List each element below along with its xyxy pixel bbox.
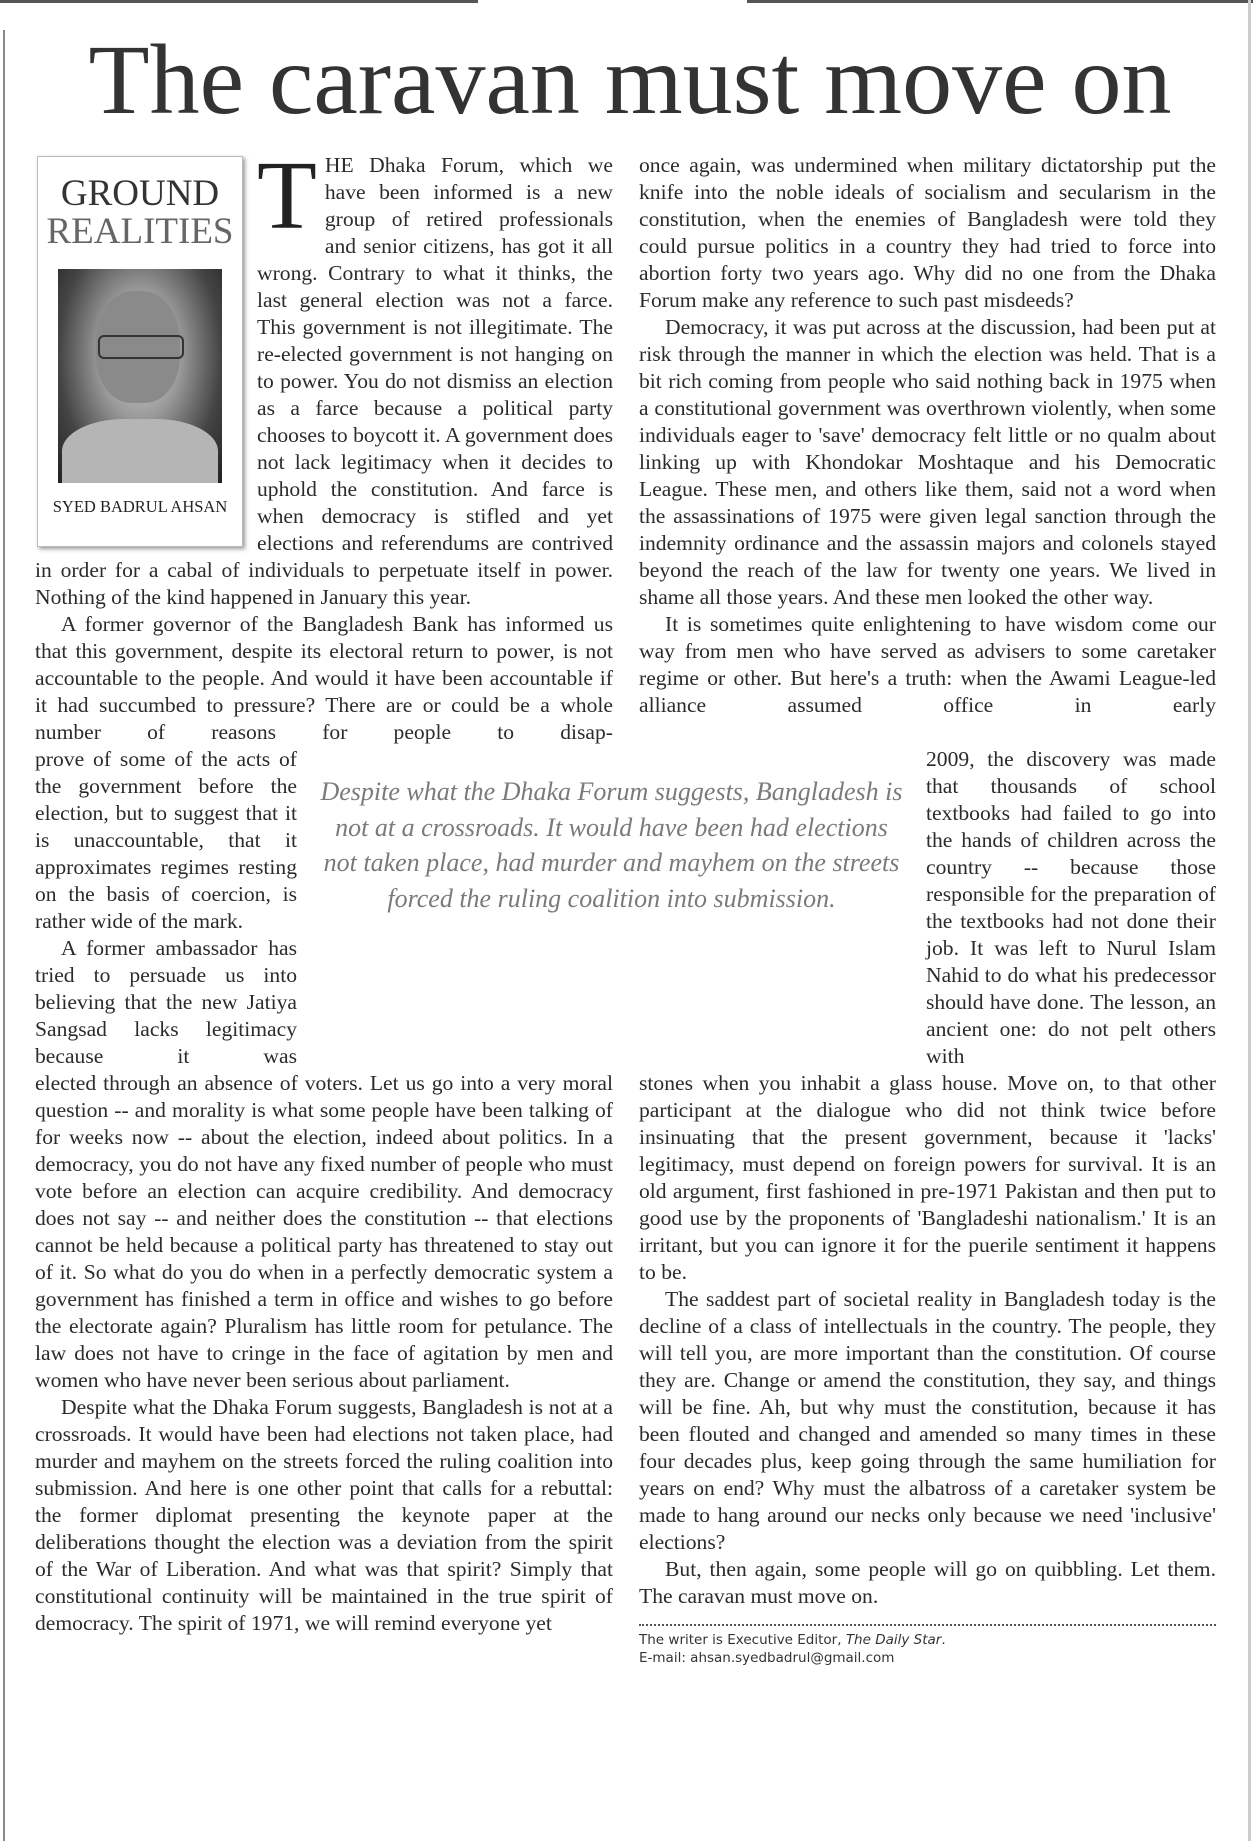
left-column-bottom [35, 1070, 613, 1637]
top-rule-left [0, 0, 478, 3]
right-column-bottom [639, 1070, 1216, 1667]
author-email: E-mail: ahsan.syedbadrul@gmail.com [639, 1650, 895, 1666]
top-rule-right [747, 0, 1253, 3]
writer-credit-end: . [941, 1632, 946, 1648]
paragraph-continued: stones when you inhabit a glass house. Move on, to that other participant at the dialogue who did not think twice before insinuating that the present government, because it 'lacks' legitimacy, must depend on foreign powers for survival. It is an old argument, first fashioned in pre-1971 Pakistan and then put to good use by the proponents of 'Bangladeshi nationalism.' It is an irritant, but you can ignore it for the puerile sentiment it happens to be. [639, 1071, 1216, 1284]
writer-credit-text: The writer is Executive Editor, [639, 1632, 846, 1648]
right-column-narrow [926, 746, 1216, 1070]
article-body [35, 142, 1216, 1697]
paragraph: But, then again, some people will go on quibbling. Let them. The caravan must move on. [639, 1557, 1216, 1608]
publication-name: The Daily Star [845, 1632, 942, 1648]
writer-credit [639, 1631, 1216, 1649]
paragraph-wrap: prove of some of the acts of the government before the election, but to suggest that it is unaccountable, that it approximates regimes resting on the basis of coercion, is rather wide of the mark. [35, 747, 297, 933]
paragraph-continued: once again, was undermined when military dictatorship put the knife into the noble ideals of socialism and secularism in the constitution, when the enemies of Bangladesh were told they could pursue politics in a country they had tried to force into abortion forty two years ago. Why did no one from the Dhaka Forum make any reference to such past misdeeds? [639, 153, 1216, 312]
pull-quote: Despite what the Dhaka Forum suggests, Bangladesh is not at a crossroads. It would have been had elections not taken place, had murder and mayhem on the streets forced the ruling coalition into submission. [320, 777, 903, 913]
paragraph-continued: elected through an absence of voters. Let us go into a very moral question -- and morality is what some people have been talking of for weeks now -- about the election, indeed about politics. In a democracy, you do not have any fixed number of people who must vote before an election can acquire credibility. And democracy does not say -- and neither does the constitution -- that elections cannot be held because a political party has threatened to stay out of it. So what do you do when in a perfectly democratic system a government has finished a term in office and wishes to go before the electorate again? Pluralism has little room for petulance. The law does not have to cringe in the face of agitation by men and women who have never been serious about parliament. [35, 1071, 613, 1392]
paragraph: Democracy, it was put across at the discussion, had been put at risk through the manner in which the election was held. That is a bit rich coming from people who said nothing back in 1975 when a constitutional government was overthrown violently, when some individuals eager to 'save' democracy felt little or no qualm about linking up with Khondokar Moshtaque and his Democratic League. These men, and others like them, said not a word when the assassinations of 1975 were given legal sanction through the indemnity ordinance and the assassin majors and colonels stayed beyond the reach of the law for twenty one years. We lived in shame all those years. And these men looked the other way. [639, 315, 1216, 609]
paragraph: The saddest part of societal reality in Bangladesh today is the decline of a class of intellectuals in the country. The people, they will tell you, are more important than the constitution. Of course they are. Change or amend the constitution, they say, and things will be fine. Ah, but why must the constitution, because it has been flouted and changed and amended so many times in these four decades plus, keep going through the same humiliation for years on end? Why must the albatross of a caretaker system be made to hang around our necks only because we need 'inclusive' elections? [639, 1287, 1216, 1554]
paragraph-text: HE Dhaka Forum, which we have been informed is a new group of retired professionals and senior citizens, has got it all wrong. Contrary to what it thinks, the last general election was not a farce. This government is not illegitimate. The re-elected government is not hanging on to power. You do not dismiss an election as a farce because a political party chooses to boycott it. A government does not lack legitimacy when it decides to uphold the constitution. And farce is when democracy is stifled and yet elections and referendums are contrived in order for a cabal of individuals to perpetuate itself in power. Nothing of the kind happened in January this year. [35, 153, 613, 609]
paragraph: It is sometimes quite enlightening to have wisdom come our way from men who have served as advisers to some caretaker regime or other. But here's a truth: when the Awami League-led alliance assumed office in early [639, 612, 1216, 717]
paragraph: Despite what the Dhaka Forum suggests, Bangladesh is not at a crossroads. It would have been had elections not taken place, had murder and mayhem on the streets forced the ruling coalition into submission. And here is one other point that calls for a rebuttal: the former diplomat presenting the keynote paper at the deliberations thought the election was a deviation from the spirit of the War of Liberation. And what was that spirit? Simply that constitutional continuity will be maintained in the true spirit of democracy. The spirit of 1971, we will remind everyone yet [35, 1395, 613, 1635]
page-edge-left [3, 30, 5, 1841]
paragraph: A former governor of the Bangladesh Bank has informed us that this government, despite its electoral return to power, is not accountable to the people. And would it have been accountable if it had succumbed to pressure? There are or could be a whole number of reasons for people to disap- [35, 612, 613, 744]
author-photo [58, 269, 222, 483]
headline: The caravan must move on [88, 24, 1172, 135]
column-author-box [37, 156, 243, 547]
photo-shirt [62, 419, 218, 483]
drop-cap: T [257, 142, 317, 250]
article-middle-row [35, 746, 1216, 1070]
page-edge-right [1248, 0, 1251, 1841]
left-column-top [35, 142, 613, 746]
article-bottom-row [35, 1070, 1216, 1667]
article-top-row [35, 142, 1216, 746]
photo-glasses [98, 335, 184, 359]
right-column-top [639, 152, 1216, 719]
column-label-line1: GROUND [60, 173, 220, 214]
column-label-line2: REALITIES [46, 211, 234, 252]
author-footer [639, 1624, 1216, 1667]
left-column-narrow [35, 746, 297, 1070]
paragraph-wrap: 2009, the discovery was made that thousands of school textbooks had failed to go into the hands of children across the country -- because those responsible for the preparation of the textbooks had not done their job. It was left to Nurul Islam Nahid to do what his predecessor should have done. The lesson, an ancient one: do not pelt others with [926, 747, 1216, 1068]
author-byline: SYED BADRUL AHSAN [52, 497, 228, 516]
paragraph: A former ambassador has tried to persuade us into believing that the new Jatiya Sangsad lacks legitimacy because it was [35, 936, 297, 1068]
